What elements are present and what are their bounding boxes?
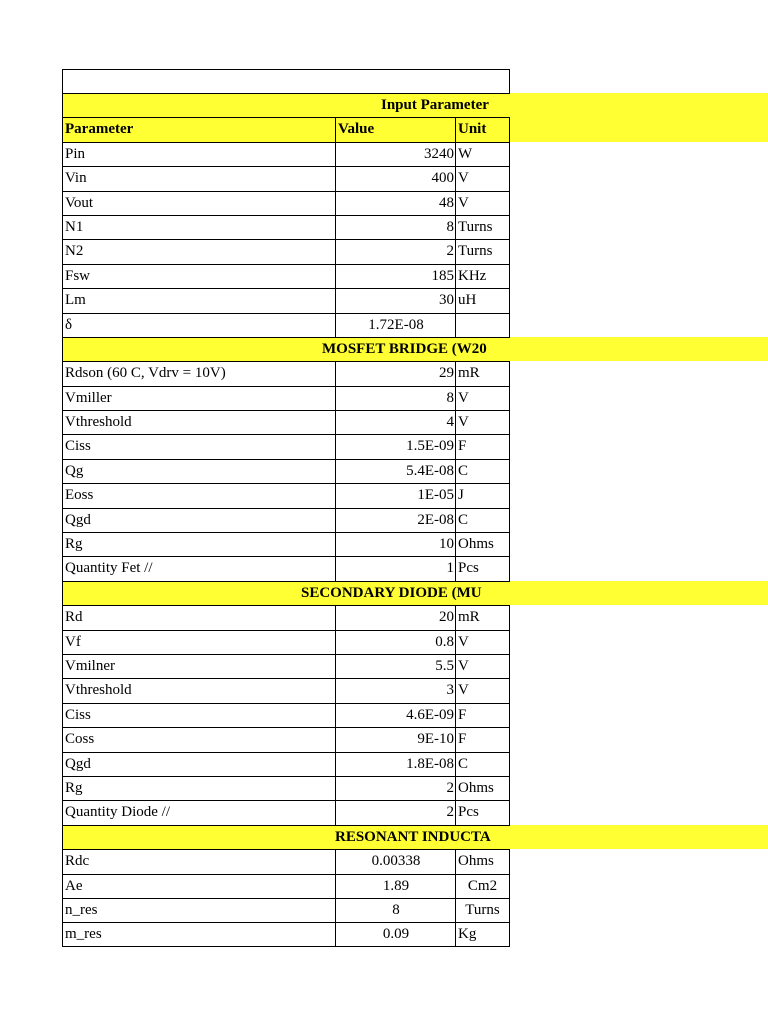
param-name[interactable]: Eoss [62, 483, 336, 507]
param-unit[interactable]: V [455, 191, 510, 215]
param-name[interactable]: Quantity Fet // [62, 556, 336, 580]
param-value[interactable]: 8 [335, 215, 456, 239]
param-name[interactable]: Qgd [62, 752, 336, 776]
param-unit[interactable]: C [455, 459, 510, 483]
section-title: RESONANT INDUCTA [335, 828, 491, 845]
param-name[interactable]: δ [62, 313, 336, 337]
table-row [62, 922, 768, 946]
param-value[interactable]: 400 [335, 166, 456, 190]
header-unit[interactable]: Unit [455, 117, 510, 141]
param-value[interactable]: 2E-08 [335, 508, 456, 532]
param-value[interactable]: 20 [335, 605, 456, 629]
param-value[interactable]: 0.00338 [335, 849, 456, 873]
table-row [62, 898, 768, 922]
param-unit[interactable] [455, 313, 510, 337]
table-row [62, 727, 768, 751]
param-value[interactable]: 4 [335, 410, 456, 434]
param-name[interactable]: Rg [62, 532, 336, 556]
param-value[interactable]: 2 [335, 776, 456, 800]
section-secondary-diode [62, 581, 768, 605]
table-row [62, 361, 768, 385]
table-row [62, 556, 768, 580]
param-name[interactable]: Qg [62, 459, 336, 483]
table-row [62, 752, 768, 776]
table-row [62, 288, 768, 312]
param-name[interactable]: Rdson (60 C, Vdrv = 10V) [62, 361, 336, 385]
param-name[interactable]: Rd [62, 605, 336, 629]
table-row [62, 410, 768, 434]
param-unit[interactable]: W [455, 142, 510, 166]
param-value[interactable]: 1.72E-08 [335, 313, 456, 337]
column-header-row [62, 117, 768, 141]
param-value[interactable]: 1 [335, 556, 456, 580]
param-name[interactable]: Coss [62, 727, 336, 751]
param-value[interactable]: 2 [335, 800, 456, 824]
param-value[interactable]: 0.09 [335, 922, 456, 946]
param-name[interactable]: m_res [62, 922, 336, 946]
param-unit[interactable]: Turns [455, 898, 510, 922]
param-name[interactable]: Vf [62, 630, 336, 654]
param-value[interactable]: 2 [335, 239, 456, 263]
param-name[interactable]: Quantity Diode // [62, 800, 336, 824]
param-unit[interactable]: F [455, 434, 510, 458]
param-name[interactable]: Vmiller [62, 386, 336, 410]
param-unit[interactable]: KHz [455, 264, 510, 288]
header-parameter[interactable]: Parameter [62, 117, 336, 141]
param-value[interactable]: 3 [335, 678, 456, 702]
table-row [62, 215, 768, 239]
table-row [62, 874, 768, 898]
param-unit[interactable]: V [455, 678, 510, 702]
section-title-cell[interactable] [62, 825, 510, 849]
section-resonant-inductor [62, 825, 768, 849]
param-name[interactable]: Vin [62, 166, 336, 190]
param-unit[interactable]: Cm2 [455, 874, 510, 898]
section-mosfet-bridge [62, 337, 768, 361]
param-name[interactable]: Lm [62, 288, 336, 312]
param-unit[interactable]: C [455, 752, 510, 776]
section-title-cell[interactable] [62, 581, 510, 605]
table-row [62, 800, 768, 824]
param-name[interactable]: Fsw [62, 264, 336, 288]
param-value[interactable]: 4.6E-09 [335, 703, 456, 727]
param-unit[interactable]: Ohms [455, 532, 510, 556]
section-title: SECONDARY DIODE (MU [301, 584, 482, 601]
param-value[interactable]: 5.5 [335, 654, 456, 678]
section-title: MOSFET BRIDGE (W20 [322, 340, 487, 357]
param-value[interactable]: 30 [335, 288, 456, 312]
table-row [62, 386, 768, 410]
table-row [62, 605, 768, 629]
param-name[interactable]: Vthreshold [62, 410, 336, 434]
param-unit[interactable]: V [455, 386, 510, 410]
table-row [62, 142, 768, 166]
param-value[interactable]: 1.5E-09 [335, 434, 456, 458]
table-row [62, 239, 768, 263]
param-value[interactable]: 185 [335, 264, 456, 288]
param-unit[interactable]: Pcs [455, 800, 510, 824]
param-unit[interactable]: V [455, 166, 510, 190]
param-unit[interactable]: J [455, 483, 510, 507]
param-unit[interactable]: Kg [455, 922, 510, 946]
blank-cell[interactable] [62, 69, 510, 93]
param-unit[interactable]: mR [455, 361, 510, 385]
section-title-cell[interactable] [62, 337, 510, 361]
param-unit[interactable]: V [455, 630, 510, 654]
table-row [62, 483, 768, 507]
param-name[interactable]: N1 [62, 215, 336, 239]
param-unit[interactable]: C [455, 508, 510, 532]
param-name[interactable]: Rg [62, 776, 336, 800]
table-row [62, 678, 768, 702]
param-value[interactable]: 3240 [335, 142, 456, 166]
param-name[interactable]: Rdc [62, 849, 336, 873]
section-input-parameter [62, 93, 768, 117]
table-row [62, 532, 768, 556]
table-row [62, 508, 768, 532]
param-value[interactable]: 1.89 [335, 874, 456, 898]
table-row [62, 849, 768, 873]
param-unit[interactable]: Ohms [455, 849, 510, 873]
table-row [62, 166, 768, 190]
param-unit[interactable]: F [455, 703, 510, 727]
table-row [62, 459, 768, 483]
table-row [62, 776, 768, 800]
param-value[interactable]: 8 [335, 386, 456, 410]
header-value[interactable]: Value [335, 117, 456, 141]
param-value[interactable]: 9E-10 [335, 727, 456, 751]
param-value[interactable]: 1E-05 [335, 483, 456, 507]
table-row [62, 434, 768, 458]
param-name[interactable]: Ciss [62, 434, 336, 458]
table-row [62, 191, 768, 215]
param-name[interactable]: Qgd [62, 508, 336, 532]
param-name[interactable]: Vthreshold [62, 678, 336, 702]
parameter-sheet [62, 69, 768, 947]
table-row [62, 264, 768, 288]
section-title-cell[interactable] [62, 93, 510, 117]
param-unit[interactable]: Turns [455, 239, 510, 263]
param-unit[interactable]: Ohms [455, 776, 510, 800]
param-value[interactable]: 48 [335, 191, 456, 215]
section-title: Input Parameter [381, 97, 489, 113]
param-value[interactable]: 0.8 [335, 630, 456, 654]
param-unit[interactable]: Turns [455, 215, 510, 239]
param-value[interactable]: 10 [335, 532, 456, 556]
param-value[interactable]: 29 [335, 361, 456, 385]
param-value[interactable]: 8 [335, 898, 456, 922]
param-name[interactable]: n_res [62, 898, 336, 922]
param-name[interactable]: Ae [62, 874, 336, 898]
param-unit[interactable]: F [455, 727, 510, 751]
param-unit[interactable]: Pcs [455, 556, 510, 580]
table-row [62, 313, 768, 337]
header-fill [510, 117, 768, 141]
param-name[interactable]: Ciss [62, 703, 336, 727]
param-name[interactable]: N2 [62, 239, 336, 263]
param-name[interactable]: Vout [62, 191, 336, 215]
param-unit[interactable]: V [455, 410, 510, 434]
table-row [62, 654, 768, 678]
blank-row [62, 69, 768, 93]
param-unit[interactable]: uH [455, 288, 510, 312]
param-name[interactable]: Pin [62, 142, 336, 166]
table-row [62, 630, 768, 654]
param-value[interactable]: 1.8E-08 [335, 752, 456, 776]
param-name[interactable]: Vmilner [62, 654, 336, 678]
param-value[interactable]: 5.4E-08 [335, 459, 456, 483]
param-unit[interactable]: V [455, 654, 510, 678]
table-row [62, 703, 768, 727]
param-unit[interactable]: mR [455, 605, 510, 629]
